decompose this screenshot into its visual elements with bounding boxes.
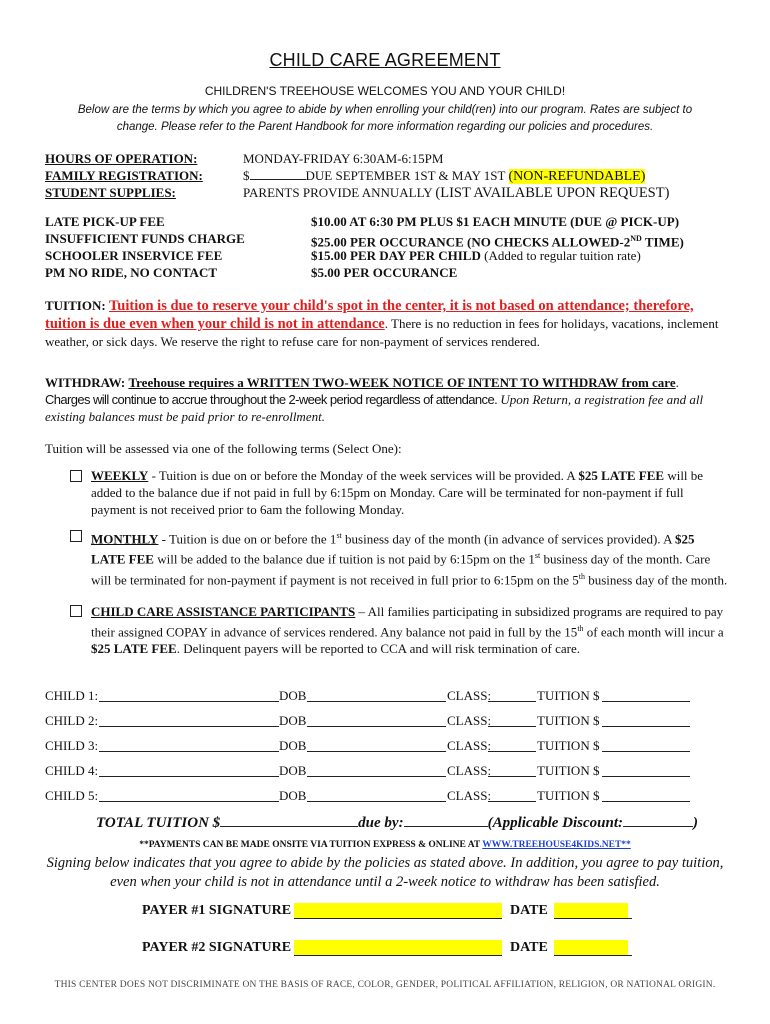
payments-note — [0, 840, 770, 850]
inservice-note: (Added to regular tuition rate) — [484, 248, 641, 263]
terms-intro: Tuition will be assessed via one of the following terms (Select One): — [45, 441, 402, 456]
tuition-label: TUITION $ — [537, 688, 600, 703]
tuition-field[interactable] — [602, 776, 690, 777]
payer-2-signature-row — [142, 940, 662, 960]
registration-value — [243, 167, 645, 185]
payer-2-date-line — [554, 955, 632, 956]
child-name-field[interactable] — [99, 751, 279, 752]
child-row — [45, 688, 725, 705]
fee-label-late-pickup: LATE PICK-UP FEE — [45, 214, 165, 229]
weekly-late-fee: $25 LATE FEE — [578, 468, 665, 483]
class-label: CLASS: — [447, 763, 492, 778]
payer-1-signature-label: PAYER #1 SIGNATURE — [142, 903, 292, 918]
monthly-text-3: will be added to the balance due if tuition is not paid by 6:15pm on the 1 — [153, 551, 535, 567]
registration-blank[interactable] — [250, 168, 306, 180]
weekly-title: WEEKLY — [91, 468, 149, 483]
monthly-text-5: business day of the month. — [584, 571, 728, 587]
withdraw-return: Upon Return, a registration fee and all existing balances must be paid prior to re-enrollment. — [45, 392, 704, 424]
payments-text: **PAYMENTS CAN BE MADE ONSITE VIA TUITION EXPRESS & ONLINE AT — [139, 840, 481, 850]
child-label: CHILD 5: — [45, 788, 99, 803]
supplies-extra: (LIST AVAILABLE UPON REQUEST) — [435, 185, 670, 201]
tuition-label: TUITION: — [45, 298, 106, 313]
option-monthly — [91, 527, 731, 588]
dob-label: DOB — [279, 688, 307, 703]
class-label: CLASS: — [447, 713, 492, 728]
tuition-label: TUITION $ — [537, 788, 600, 803]
withdraw-label: WITHDRAW: — [45, 375, 126, 390]
registration-due: DUE SEPTEMBER 1ST & MAY 1ST — [305, 168, 506, 183]
cca-text-2: of each month will incur a — [583, 624, 724, 640]
cca-title: CHILD CARE ASSISTANCE PARTICIPANTS — [91, 604, 356, 619]
child-row — [45, 738, 725, 755]
class-field[interactable] — [488, 801, 536, 802]
cca-text-1: – All families participating in subsidized programs are required to pay their assigned COPAY in advance of services rendered. Any balance not paid in full by the 15 — [91, 604, 724, 640]
payer-1-date-line — [554, 918, 632, 919]
monthly-sup-2: st — [534, 551, 541, 561]
dob-label: DOB — [279, 788, 307, 803]
child-label: CHILD 3: — [45, 738, 99, 753]
cca-text-3: . Delinquent payers will be reported to CCA and will risk termination of care. — [176, 641, 580, 657]
signing-statement: Signing below indicates that you agree to abide by the policies as stated above. In addition, you agree to pay tuition, even when your child is not in attendance until a 2-week notice to withdraw has been satisfied. — [46, 855, 724, 890]
fee-label-no-ride: PM NO RIDE, NO CONTACT — [45, 265, 218, 280]
child-name-field[interactable] — [99, 701, 279, 702]
cca-late-fee: $25 LATE FEE — [91, 641, 177, 657]
child-row — [45, 788, 725, 805]
child-name-field[interactable] — [99, 726, 279, 727]
fee-label-inservice: SCHOOLER INSERVICE FEE — [45, 248, 223, 263]
dob-label: DOB — [279, 738, 307, 753]
dob-field[interactable] — [307, 701, 446, 702]
class-field[interactable] — [488, 726, 536, 727]
supplies-main: PARENTS PROVIDE ANNUALLY — [243, 185, 433, 200]
payer-2-signature-field[interactable] — [294, 940, 502, 956]
option-weekly — [91, 467, 731, 518]
weekly-checkbox[interactable] — [70, 470, 82, 482]
tuition-field[interactable] — [602, 701, 690, 702]
monthly-checkbox[interactable] — [70, 530, 82, 542]
withdraw-period: . — [675, 375, 679, 390]
child-label: CHILD 2: — [45, 713, 99, 728]
tuition-field[interactable] — [602, 751, 690, 752]
withdraw-charges: Charges will continue to accrue throughout the 2-week period regardless of attendance. — [45, 392, 498, 407]
cca-sup: th — [577, 624, 584, 633]
fee-after: TIME) — [641, 234, 684, 250]
dob-field[interactable] — [307, 801, 446, 802]
monthly-text-1: - Tuition is due on or before the 1 — [158, 531, 337, 547]
document-title: CHILD CARE AGREEMENT — [269, 50, 501, 70]
payer-1-signature-line — [294, 918, 502, 919]
supplies-value — [243, 184, 669, 202]
dob-label: DOB — [279, 713, 307, 728]
withdraw-notice: Treehouse requires a WRITTEN TWO-WEEK NOTICE OF INTENT TO WITHDRAW from care — [128, 375, 676, 390]
tuition-label: TUITION $ — [537, 713, 600, 728]
payer-2-signature-line — [294, 955, 502, 956]
hours-label: HOURS OF OPERATION: — [45, 151, 198, 166]
hours-value: MONDAY-FRIDAY 6:30AM-6:15PM — [243, 151, 444, 166]
tuition-label: TUITION $ — [537, 763, 600, 778]
dob-field[interactable] — [307, 726, 446, 727]
fee-value-late-pickup: $10.00 AT 6:30 PM PLUS $1 EACH MINUTE (DUE @ PICK-UP) — [311, 214, 680, 229]
payer-1-date-field[interactable] — [554, 903, 628, 919]
class-field[interactable] — [488, 701, 536, 702]
due-by-field[interactable] — [404, 813, 488, 827]
withdraw-paragraph — [45, 374, 735, 425]
payer-1-date-label: DATE — [510, 903, 548, 918]
payer-1-signature-row — [142, 903, 662, 923]
tuition-rest: . There is no reduction in fees for holidays, vacations, inclement weather, or sick days. We reserve the right to refuse care for non-payment of services rendered. — [45, 316, 719, 349]
child-label: CHILD 1: — [45, 688, 99, 703]
dob-field[interactable] — [307, 776, 446, 777]
cca-checkbox[interactable] — [70, 605, 82, 617]
weekly-text-2: will be added to the balance due if not paid in full by 6:15pm on Monday. Care will be terminated for non-payment if full payment is not received prior to 6am the following Monday. — [91, 468, 704, 517]
child-name-field[interactable] — [99, 776, 279, 777]
child-label: CHILD 4: — [45, 763, 99, 778]
class-label: CLASS: — [447, 688, 492, 703]
total-tuition-field[interactable] — [220, 813, 358, 827]
class-label: CLASS: — [447, 788, 492, 803]
monthly-text-4: business day of the month. Care will be terminated for non-payment if payment is not received in full prior to 6:15pm on the 5 — [91, 551, 711, 587]
payer-2-signature-label: PAYER #2 SIGNATURE — [142, 940, 292, 955]
tuition-field[interactable] — [602, 726, 690, 727]
weekly-text-1: - Tuition is due on or before the Monday of the week services will be provided. A — [148, 468, 579, 483]
class-field[interactable] — [488, 776, 536, 777]
intro-text: Below are the terms by which you agree to abide by when enrolling your child(ren) into our program. Rates are subject to change. Please refer to the Parent Handbook for more information regarding our policies and procedures. — [77, 104, 693, 133]
tuition-field[interactable] — [602, 801, 690, 802]
monthly-title: MONTHLY — [91, 531, 159, 547]
discount-field[interactable] — [623, 813, 693, 827]
inservice-amount: $15.00 PER DAY PER CHILD — [311, 248, 481, 263]
option-cca — [91, 603, 731, 657]
treehouse-website-link[interactable]: WWW.TREEHOUSE4KIDS.NET** — [482, 840, 631, 850]
tuition-paragraph — [45, 297, 735, 350]
dob-field[interactable] — [307, 751, 446, 752]
monthly-text-2: business day of the month (in advance of services provided). A — [341, 531, 676, 547]
non-refundable-highlight: (NON-REFUNDABLE) — [508, 169, 646, 184]
child-row — [45, 713, 725, 730]
fee-value-inservice — [311, 247, 641, 264]
tuition-label: TUITION $ — [537, 738, 600, 753]
child-name-field[interactable] — [99, 801, 279, 802]
fee-value-text: $25.00 PER OCCURANCE (NO CHECKS ALLOWED-2 — [311, 234, 631, 250]
discount-label: (Applicable Discount: — [487, 815, 623, 831]
registration-label: FAMILY REGISTRATION: — [45, 168, 203, 183]
non-discrimination-footer: THIS CENTER DOES NOT DISCRIMINATE ON THE BASIS OF RACE, COLOR, GENDER, POLITICAL AFFILIATION, RELIGION, OR NATIONAL ORIGIN. — [54, 980, 716, 990]
tuition-red-text: Tuition is due to reserve your child's spot in the center, it is not based on attendance; therefore, tuition is due even when your child is not in attendance — [45, 298, 694, 332]
class-label: CLASS: — [447, 738, 492, 753]
monthly-sup-1: st — [336, 531, 342, 540]
fee-sup: ND — [630, 234, 642, 243]
total-tuition-label: TOTAL TUITION $ — [96, 815, 221, 831]
class-field[interactable] — [488, 751, 536, 752]
registration-dollar: $ — [243, 168, 250, 183]
payer-1-signature-field[interactable] — [294, 903, 502, 919]
discount-close: ) — [693, 815, 698, 831]
monthly-late-fee: $25 LATE FEE — [91, 531, 695, 567]
total-tuition-row — [96, 813, 698, 832]
fee-value-no-ride: $5.00 PER OCCURANCE — [311, 265, 458, 280]
welcome-line: CHILDREN'S TREEHOUSE WELCOMES YOU AND YOUR CHILD! — [204, 84, 566, 98]
payer-2-date-label: DATE — [510, 940, 548, 955]
supplies-label: STUDENT SUPPLIES: — [45, 185, 176, 200]
due-by-label: due by: — [358, 815, 404, 831]
fee-label-insufficient-funds: INSUFFICIENT FUNDS CHARGE — [45, 231, 245, 246]
payer-2-date-field[interactable] — [554, 940, 628, 956]
dob-label: DOB — [279, 763, 307, 778]
child-row — [45, 763, 725, 780]
monthly-sup-3: th — [578, 571, 585, 581]
